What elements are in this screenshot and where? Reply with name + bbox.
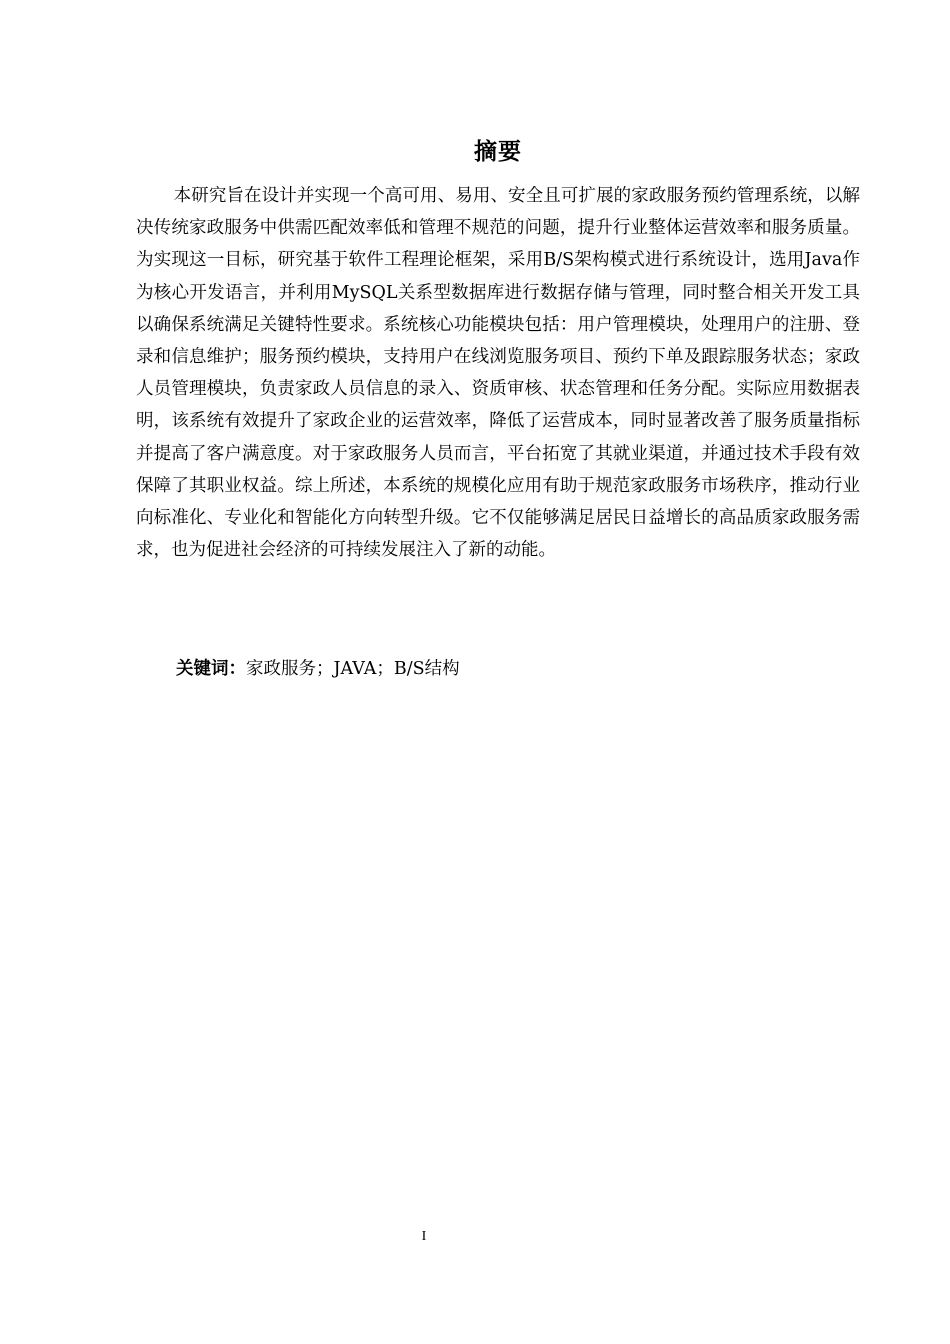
keywords-label: 关键词： (176, 659, 246, 679)
abstract-paragraph: 本研究旨在设计并实现一个高可用、易用、安全且可扩展的家政服务预约管理系统，以解决传统家政服务中供需匹配效率低和管理不规范的问题，提升行业整体运营效率和服务质量。为实现这一目标，研究基于软件工程理论框架，采用B/S架构模式进行系统设计，选用Java作为核心开发语言，并利用MySQL关系型数据库进行数据存储与管理，同时整合相关开发工具以确保系统满足关键特性要求。系统核心功能模块包括：用户管理模块，处理用户的注册、登录和信息维护；服务预约模块，支持用户在线浏览服务项目、预约下单及跟踪服务状态；家政人员管理模块，负责家政人员信息的录入、资质审核、状态管理和任务分配。实际应用数据表明，该系统有效提升了家政企业的运营效率，降低了运营成本，同时显著改善了服务质量指标并提高了客户满意度。对于家政服务人员而言，平台拓宽了其就业渠道，并通过技术手段有效保障了其职业权益。综上所述，本系统的规模化应用有助于规范家政服务市场秩序，推动行业向标准化、专业化和智能化方向转型升级。它不仅能够满足居民日益增长的高品质家政服务需求，也为促进社会经济的可持续发展注入了新的动能。 (136, 186, 860, 561)
page-number: I (421, 1229, 427, 1244)
keywords-line (176, 653, 460, 685)
abstract-title: 摘要 (474, 139, 522, 165)
keywords-value: 家政服务；JAVA；B/S结构 (246, 659, 460, 679)
